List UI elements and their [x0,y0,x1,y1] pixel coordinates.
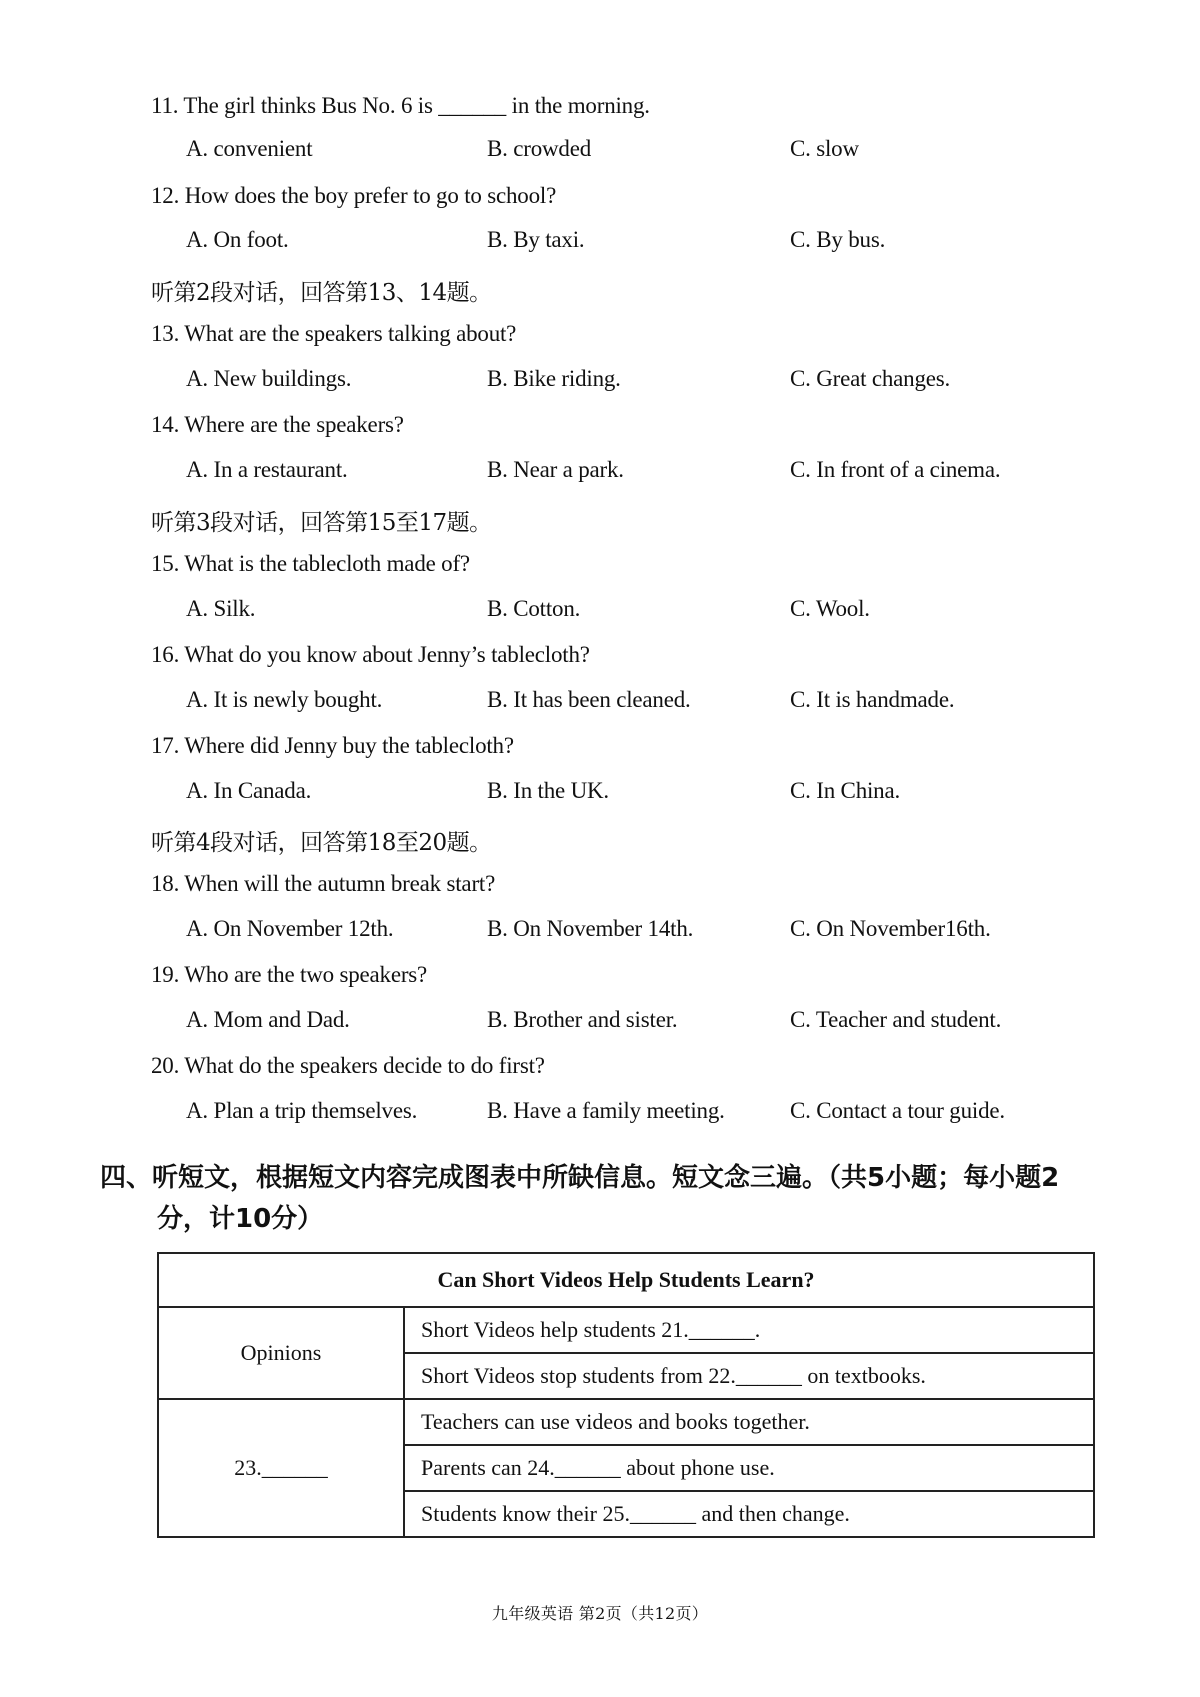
part-4-heading [100,1158,1110,1240]
question-11-option-b: B. crowded [487,136,592,161]
question-20-option-c: C. Contact a tour guide. [790,1098,1005,1123]
question-11-option-a: A. convenient [186,136,313,161]
question-16-option-c: C. It is handmade. [790,687,955,712]
table-row-teachers: Teachers can use videos and books together. [404,1399,1094,1445]
section-instruction-2: 听第2段对话，回答第13、14题。 [151,280,492,306]
question-18-option-b: B. On November 14th. [487,916,694,941]
part-4-heading-line-2: 分，计10分） [157,1204,324,1234]
question-15-option-a: A. Silk. [186,596,256,621]
question-19-option-b: B. Brother and sister. [487,1007,678,1032]
question-12-option-c: C. By bus. [790,227,886,252]
question-16-option-b: B. It has been cleaned. [487,687,691,712]
table-row-21: Short Videos help students 21.______. [404,1307,1094,1353]
question-14-option-a: A. In a restaurant. [186,457,348,482]
question-15-stem: 15. What is the tablecloth made of? [151,551,470,576]
question-12-option-b: B. By taxi. [487,227,585,252]
table-title: Can Short Videos Help Students Learn? [158,1253,1094,1307]
question-11-stem: 11. The girl thinks Bus No. 6 is ______ in the morning. [151,93,650,118]
section-instruction-4: 听第4段对话，回答第18至20题。 [151,830,492,856]
question-19-option-a: A. Mom and Dad. [186,1007,350,1032]
page-footer: 九年级英语 第2页（共12页） [491,1604,709,1623]
question-20-stem: 20. What do the speakers decide to do first? [151,1053,545,1078]
question-20-option-b: B. Have a family meeting. [487,1098,725,1123]
question-17-option-b: B. In the UK. [487,778,609,803]
question-12-option-a: A. On foot. [186,227,289,252]
question-14-stem: 14. Where are the speakers? [151,412,404,437]
table-group-23: 23.______ [158,1399,404,1537]
question-11-option-c: C. slow [790,136,859,161]
question-13-stem: 13. What are the speakers talking about? [151,321,517,346]
question-13-option-a: A. New buildings. [186,366,352,391]
table-row-25: Students know their 25.______ and then change. [404,1491,1094,1537]
question-17-stem: 17. Where did Jenny buy the tablecloth? [151,733,514,758]
question-18-option-c: C. On November16th. [790,916,991,941]
table-row-24: Parents can 24.______ about phone use. [404,1445,1094,1491]
question-17-option-a: A. In Canada. [186,778,312,803]
question-14-option-b: B. Near a park. [487,457,624,482]
question-14-option-c: C. In front of a cinema. [790,457,1001,482]
question-18-stem: 18. When will the autumn break start? [151,871,496,896]
section-instruction-3: 听第3段对话，回答第15至17题。 [151,510,492,536]
question-18-option-a: A. On November 12th. [186,916,394,941]
question-19-option-c: C. Teacher and student. [790,1007,1002,1032]
question-16-stem: 16. What do you know about Jenny’s tablecloth? [151,642,590,667]
question-12-stem: 12. How does the boy prefer to go to school? [151,183,557,208]
question-20-option-a: A. Plan a trip themselves. [186,1098,418,1123]
question-19-stem: 19. Who are the two speakers? [151,962,428,987]
table-group-opinions: Opinions [158,1307,404,1399]
part-4-heading-line-1: 四、听短文，根据短文内容完成图表中所缺信息。短文念三遍。（共5小题；每小题2 [100,1163,1060,1193]
table-row-22: Short Videos stop students from 22.______ on textbooks. [404,1353,1094,1399]
question-15-option-b: B. Cotton. [487,596,581,621]
info-table [157,1252,1095,1538]
question-15-option-c: C. Wool. [790,596,870,621]
question-16-option-a: A. It is newly bought. [186,687,383,712]
question-17-option-c: C. In China. [790,778,901,803]
question-13-option-c: C. Great changes. [790,366,951,391]
question-13-option-b: B. Bike riding. [487,366,621,391]
